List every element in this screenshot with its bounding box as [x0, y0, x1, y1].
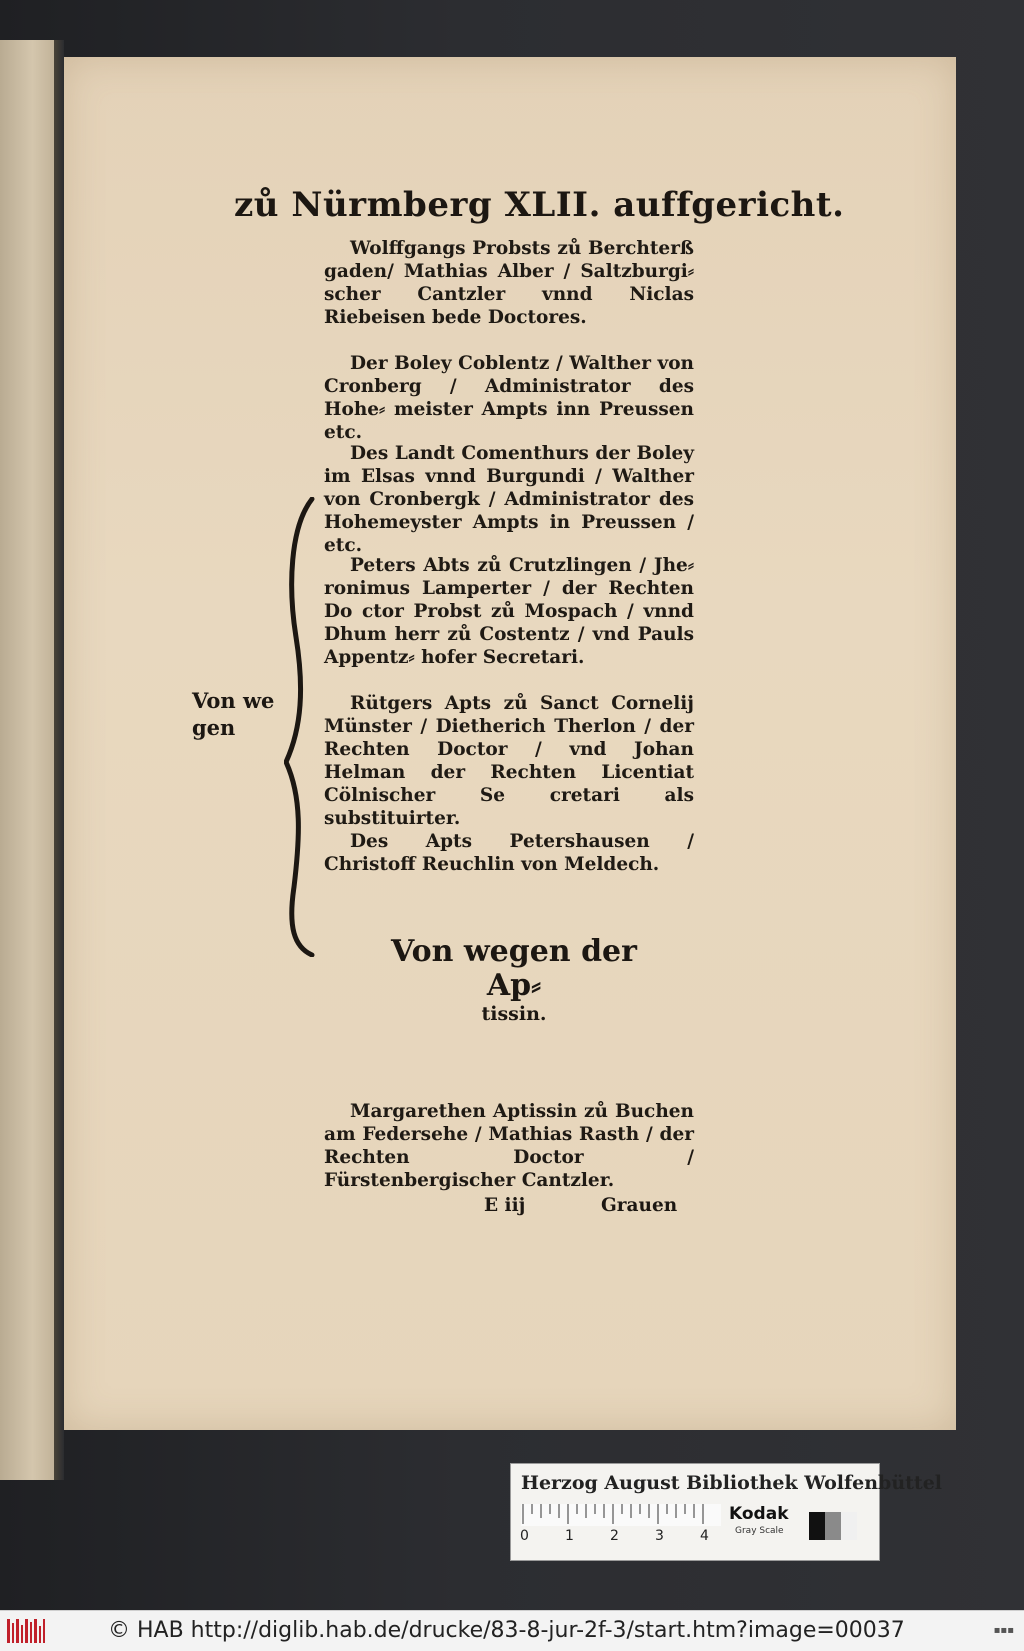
- paragraph-text: Rütgers Apts zů Sanct Cornelij Münster / Dietherich Therlon / der Rechten Doctor / vnd Johan Helman der Rechten Licentiat Cölnischer Se cretari als substituirter.: [324, 693, 694, 829]
- curly-brace: [284, 497, 324, 957]
- scale-number: 3: [655, 1528, 664, 1544]
- facing-page-edge: [0, 40, 57, 1480]
- scale-number: 1: [565, 1528, 574, 1544]
- running-head: zů Nürmberg XLII. auffgericht.: [234, 185, 845, 225]
- section-heading-continuation: tissin.: [481, 1003, 547, 1025]
- paragraph-text: Wolffgangs Probsts zů Berchterß gaden/ Mathias Alber / Saltzburgi⸗ scher Cantzler vnnd Niclas Riebeisen bede Doctores.: [324, 238, 694, 328]
- paragraph-peters-abts: [324, 554, 694, 669]
- color-calibration-card: [510, 1463, 942, 1561]
- gray-scale-label: Gray Scale: [735, 1526, 784, 1536]
- swatch-gray: [825, 1512, 841, 1540]
- brace-label: Von we gen: [192, 688, 275, 740]
- paragraph-petershausen: [324, 830, 694, 876]
- gutter-shadow: [54, 40, 64, 1480]
- paragraph-margarethen: [324, 1100, 694, 1192]
- section-heading: [364, 935, 664, 1025]
- swatch-black: [809, 1512, 825, 1540]
- signature-mark: E iij: [484, 1195, 526, 1216]
- paragraph-text: Der Boley Coblentz / Walther von Cronberg / Administrator des Hohe⸗ meister Ampts inn Preussen etc.: [324, 353, 694, 443]
- paragraph-text: Des Landt Comenthurs der Boley im Elsas vnnd Burgundi / Walther von Cronbergk / Administrator des Hohemeyster Ampts in Preussen / etc.: [324, 443, 694, 556]
- scale-number: 4: [700, 1528, 709, 1544]
- copyright-url[interactable]: © HAB http://diglib.hab.de/drucke/83-8-jur-2f-3/start.htm?image=00037: [108, 1618, 905, 1643]
- library-name: Herzog August Bibliothek Wolfenbüttel: [521, 1472, 942, 1494]
- paragraph-ruetgers-apts: [324, 692, 694, 830]
- ruler-scale: [521, 1504, 721, 1526]
- paragraph-text: Margarethen Aptissin zů Buchen am Federsehe / Mathias Rasth / der Rechten Doctor / Fürstenbergischer Cantzler.: [324, 1101, 694, 1191]
- scale-number: 2: [610, 1528, 619, 1544]
- dots-icon[interactable]: ▪▪▪: [993, 1625, 1014, 1636]
- paragraph-landt-comenthur: [324, 442, 694, 557]
- paragraph-text: Des Apts Petershausen / Christoff Reuchlin von Meldech.: [324, 831, 694, 875]
- hab-barcode-logo-icon[interactable]: [6, 1617, 46, 1645]
- viewer-footer: [0, 1610, 1024, 1651]
- paragraph-wolffgangs: [324, 237, 694, 329]
- section-heading-main: Von wegen der Ap⸗: [391, 934, 637, 1003]
- paragraph-boley-coblentz: [324, 352, 694, 444]
- kodak-brand: Kodak: [729, 1504, 789, 1524]
- catchword: Grauen: [601, 1195, 678, 1216]
- paragraph-text: Peters Abts zů Crutzlingen / Jhe⸗ ronimus Lamperter / der Rechten Do ctor Probst zů Mospach / vnnd Dhum herr zů Costentz / vnd Pauls Appentz⸗ hofer Secretari.: [324, 555, 694, 668]
- scale-number: 0: [520, 1528, 529, 1544]
- book-page: [64, 57, 956, 1430]
- swatch-white: [841, 1512, 857, 1540]
